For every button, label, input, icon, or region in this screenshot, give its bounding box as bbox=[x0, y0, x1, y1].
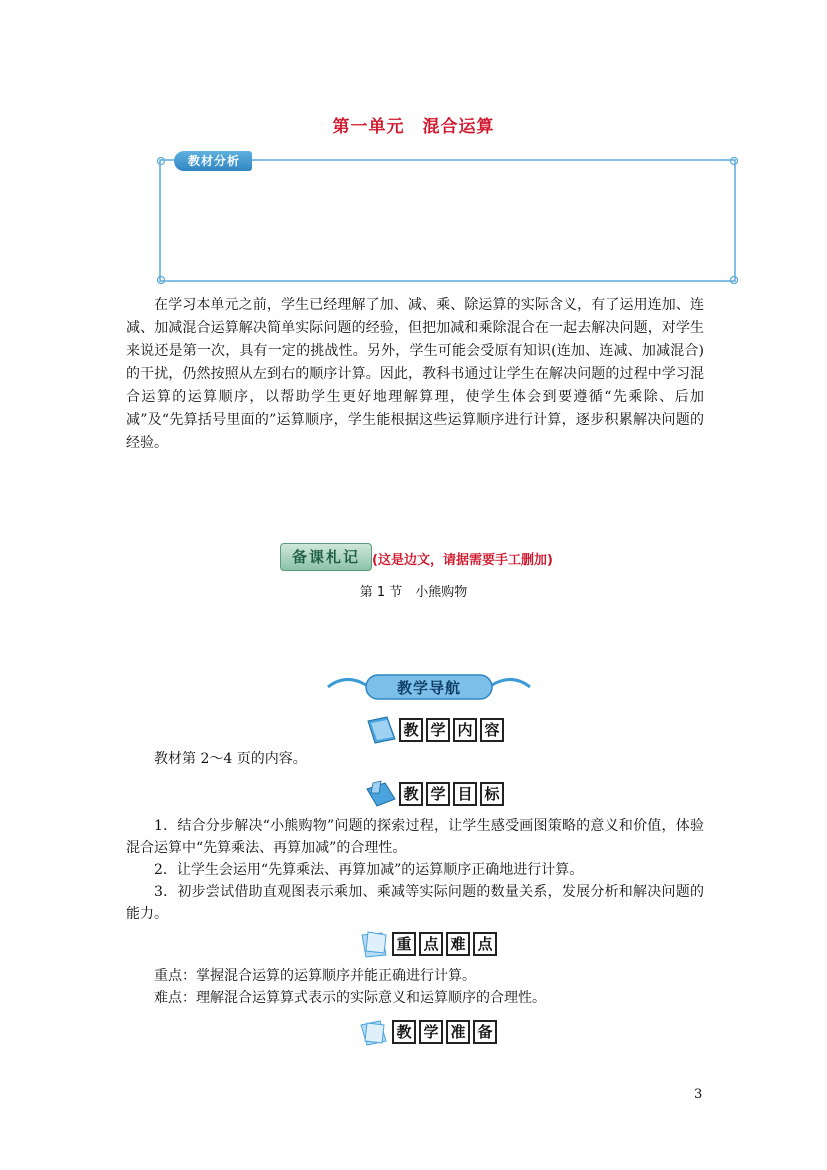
page-number: 3 bbox=[694, 1087, 703, 1102]
heading-teaching-goals bbox=[365, 779, 515, 809]
pencil-book-icon bbox=[365, 779, 399, 809]
unit-title: 第一单元 混合运算 bbox=[332, 117, 495, 137]
heading-char: 教 bbox=[399, 782, 423, 806]
heading-char: 难 bbox=[446, 932, 470, 956]
book-icon bbox=[365, 715, 399, 745]
heading-key-points bbox=[358, 929, 518, 959]
heading-teaching-content bbox=[365, 715, 515, 745]
heading-char: 目 bbox=[453, 782, 477, 806]
heading-char: 点 bbox=[473, 932, 497, 956]
heading-char: 重 bbox=[392, 932, 416, 956]
notes-margin-text: (这是边文，请据需要手工删加) bbox=[372, 553, 553, 568]
notes-badge: 备课札记 bbox=[280, 543, 372, 571]
heading-char: 准 bbox=[446, 1020, 470, 1044]
analysis-tag: 教材分析 bbox=[174, 151, 252, 171]
heading-char: 教 bbox=[392, 1020, 416, 1044]
heading-char: 标 bbox=[480, 782, 504, 806]
goal-item: 3．初步尝试借助直观图表示乘加、乘减等实际问题的数量关系，发展分析和解决问题的能力。 bbox=[126, 884, 704, 922]
keypoint-text: 重点：掌握混合运算的运算顺序并能正确进行计算。 bbox=[154, 968, 476, 984]
nav-banner-title: 教学导航 bbox=[396, 679, 461, 697]
heading-char: 容 bbox=[480, 718, 504, 742]
heading-char: 学 bbox=[426, 782, 450, 806]
goal-item: 2．让学生会运用“先算乘法、再算加减”的运算顺序正确地进行计算。 bbox=[154, 862, 584, 878]
analysis-frame bbox=[157, 157, 738, 284]
goal-item: 1．结合分步解决“小熊购物”问题的探索过程，让学生感受画图策略的意义和价值，体验混合运算中“先算乘法、再算加减”的合理性。 bbox=[126, 818, 704, 856]
heading-char: 学 bbox=[426, 718, 450, 742]
heading-char: 教 bbox=[399, 718, 423, 742]
heading-char: 点 bbox=[419, 932, 443, 956]
papers-icon bbox=[358, 929, 392, 959]
content-text: 教材第 2～4 页的内容。 bbox=[154, 751, 307, 767]
heading-teaching-prep bbox=[358, 1017, 518, 1047]
heading-char: 备 bbox=[473, 1020, 497, 1044]
heading-char: 学 bbox=[419, 1020, 443, 1044]
heading-char: 内 bbox=[453, 718, 477, 742]
difficulty-text: 难点：理解混合运算算式表示的实际意义和运算顺序的合理性。 bbox=[154, 990, 546, 1006]
analysis-paragraph: 在学习本单元之前，学生已经理解了加、减、乘、除运算的实际含义，有了运用连加、连减、加减混合运算解决简单实际问题的经验，但把加减和乘除混合在一起去解决问题，对学生来说还是第一次，具有一定的挑战性。另外，学生可能会受原有知识(连加、连减、加减混合)的干扰，仍然按照从左到右的顺序计算。因此，教科书通过让学生在解决问题的过程中学习混合运算的运算顺序，以帮助学生更好地理解算理，使学生体会到要遵循“先乘除、后加减”及“先算括号里面的”运算顺序，学生能根据这些运算顺序进行计算，逐步积累解决问题的经验。 bbox=[126, 297, 704, 451]
folders-icon bbox=[358, 1017, 392, 1047]
goals-list bbox=[126, 815, 704, 925]
section-title: 第 1 节 小熊购物 bbox=[359, 585, 468, 600]
